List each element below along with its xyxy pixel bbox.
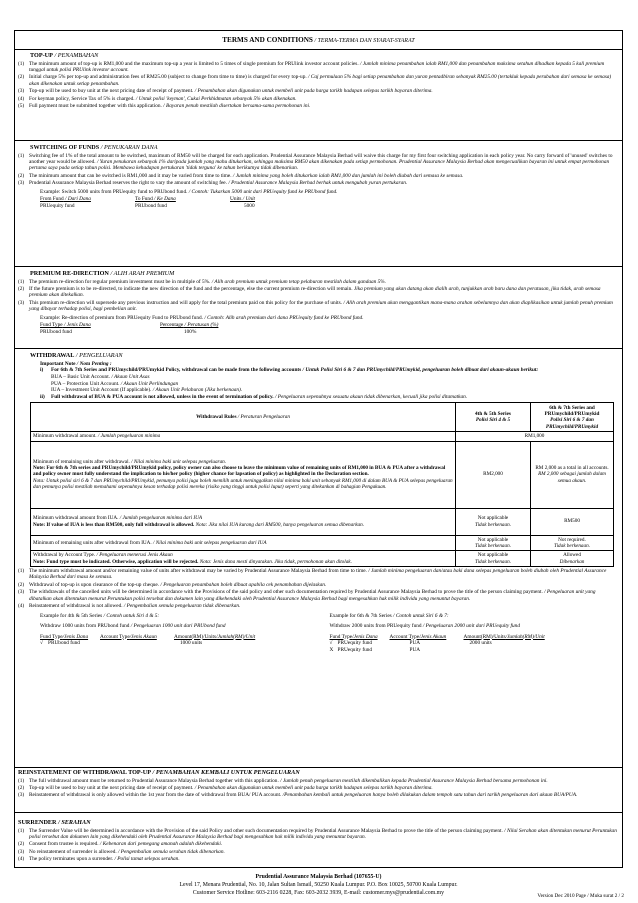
account-item: BUA – Basic Unit Account. / Akaun Unit Asas bbox=[51, 374, 150, 381]
item-number: (3) bbox=[18, 848, 25, 855]
list-item bbox=[18, 856, 619, 862]
terms-frame bbox=[14, 30, 623, 868]
table-header-row: Withdrawal Rules / Peraturan Pengeluaran 4th & 5th Series Polisi Siri 4 & 5 6th & 7th Series and PRUmychild/PRUmykid Polisi Siri 6 & 7 dan PRUmychild/PRUmykid bbox=[31, 403, 614, 432]
item-text: If the future premium is to be re-directed, to indicate the new direction of the fund and the percentage, else the current premium re-direction will remain. bbox=[29, 286, 353, 293]
page-title: TERMS AND CONDITIONS / TERMA-TERMA DAN SYARAT-SYARAT bbox=[15, 31, 622, 50]
item-number: (1) bbox=[18, 152, 25, 159]
item-text-ms: / Caj permulaan 5% bagi setiap penambahan dan yuran pentadbiran sebanyak RM25.00 (tertakluk kepada perubahan dari semasa ke semasa) akan dikenakan untuk setiap penambahan. bbox=[29, 74, 612, 87]
item-text: This premium re-direction will supersede any previous instruction and will apply for the total premium paid on this policy for the purchase of units. bbox=[29, 299, 343, 306]
list-item bbox=[18, 96, 619, 102]
item-number: (2) bbox=[18, 74, 25, 81]
company-contact: Customer Service Hotline: 603-2116 0228, Fax: 603-2032 3939, E-mail: customer.mys@prudential.com.my bbox=[192, 889, 445, 896]
item-text-ms: / Pengembalian semula serahan tidak dibenarkan. bbox=[116, 848, 225, 855]
withdrawal-examples bbox=[40, 613, 619, 653]
table-row: Minimum of remaining units after withdrawal. / Nilai minima baki unit selepas pengeluaran. Note: For 6th & 7th series and PRUmychild/PRUmykid policy, policy owner can also choose to leave the minimum value of remaining units of RM1,000 in BUA & PUA after a withdrawal and policy owner must fully understand the implication to his/her policy (higher chance for lapsation of policy) as highlighted in the Declaration section. Nota: Untuk polisi siri 6 & 7 dan PRUmychild/PRUmykid, pemunya polisi juga boleh memilih untuk meninggalkan nilai minima baki unit sebanyak RM1,000 di dalam BUA & PUA selepas pengeluaran dan pemunya polisi mestilah memahami sepenuhnya kesan terhadap polisi mereka (risiko yang tinggi untuk polisi luput) seperti yang ditekankan di bahagian Pengakuan. RM2,000 RM 2,000 as a total in all accounts. RM 2,000 sebagai jumlah dalam semua akaun. bbox=[31, 441, 614, 508]
section-heading: SWITCHING OF FUNDS / PENUKARAN DANA bbox=[30, 144, 158, 151]
item-number: (1) bbox=[18, 827, 25, 834]
item-text: The minimum withdrawal amount and/or remaining value of units after withdrawal may be varied by Prudential Assurance Malaysia Berhad from time to time. bbox=[29, 568, 367, 574]
switching-example-row: PRUequity fund PRUbond fund 5000 bbox=[40, 202, 255, 209]
important-note: Important Note / Nota Penting : i) For 6th & 7th Series and PRUmychild/PRUmykid Policy, withdrawal can be made from the following accounts / Untuk Polisi Siri 6 & 7 dan PRUmychild/PRUmykid, pengeluaran boleh dibuat dari akaun-akaun berikut: BUA – Basic Unit Account. / Akaun Unit Asas PUA – Protection Unit Account. / Akaun Unit Perlindungan IUA – Investment Unit Account (If applicable). / Akaun Unit Pelaburan (Jika berkenaan). ii) Full withdrawal of BUA & PUA account is not allowed, unless in the event of termination of policy. / Pengeluaran sepenuhnya sesuatu akaun tidak dibenarkan, kecuali jika polisi ditamatkan. bbox=[40, 361, 619, 401]
item-text-ms: / Alih arah premium untuk premium tetap pelaburan mestilah dalam gandaan 5%. bbox=[210, 278, 386, 285]
example-series-4-5: Example for 4th & 5th Series / Contoh untuk Siri 4 & 5: Withdraw 1000 units from PRUbond fund / Pengeluaran 1000 unit dari PRUbond fund Fund Type/Jenis Dana Account Type/Jenis Akaun Amount(RM)/Units/Jumlah(RM)/Unit √ PRUbond fund 1000 units bbox=[40, 613, 330, 653]
item-text: The minimum amount of top-up is RM1,000 and the maximum top-up a year is limited to 5 times of single premium for PRUlink investor account policies. bbox=[29, 60, 359, 67]
item-text: Consent from trustee is required. bbox=[29, 841, 99, 848]
item-text: For keyman policy, Service Tax of 5% is charged. bbox=[29, 95, 135, 102]
item-text-ms: / Pengembalian semula pengeluaran tidak dibenarkan. bbox=[122, 603, 241, 610]
item-number: (1) bbox=[18, 60, 25, 67]
item-number: (2) bbox=[18, 785, 25, 792]
item-text: Withdrawal of top-up is upon clearance of the top-up cheque. bbox=[29, 581, 160, 588]
item-text-ms: / Pengeluaran unit yang dibatalkan akan ditentukan menurut Peruntukan polisi tersebut dan dokumen lain yang dikehendaki oleh Prudential Assurance Malaysia Berhad bagi mengesahkan hak milik individu yang menuntut bayaran. bbox=[29, 589, 596, 602]
section-redirection bbox=[15, 267, 622, 349]
item-text-ms: / Jumlah minima pengeluaran dan/atau baki dana selepas pengeluaran boleh diubah oleh Prudential Assurance Malaysia Berhad dari masa ke semasa. bbox=[29, 568, 607, 581]
surrender-list bbox=[18, 828, 619, 863]
item-text-ms: / Kebenaran dari pemegang amanah adalah dikehendaki. bbox=[98, 841, 223, 848]
list-item bbox=[18, 153, 619, 172]
item-text: Prudential Assurance Malaysia Berhad reserves the right to vary the amount of switching fee. bbox=[29, 180, 227, 187]
item-text-ms: / Pengeluaran penambahan boleh dibuat apabila cek penambahan dijelaskan. bbox=[159, 581, 327, 588]
item-text-ms: / Bayaran penuh mestilah disertakan bersama-sama permohonan ini. bbox=[161, 103, 311, 110]
item-text-ms: / Jumlah minima yang boleh ditukarkan ialah RM1,000 dan jumlah ini boleh diubah dari semasa ke semasa. bbox=[231, 172, 464, 179]
account-list bbox=[51, 374, 619, 393]
item-number: (2) bbox=[18, 581, 25, 588]
item-text-ms: / Polisi tamat selepas serahan. bbox=[113, 856, 180, 863]
list-item bbox=[18, 74, 619, 87]
list-item bbox=[18, 849, 619, 855]
item-text-ms: / Jumlah penuh pengeluaran mestilah dikembalikan kepada Prudential Assurance Malaysia Berhad bersama permohonan ini. bbox=[278, 777, 548, 784]
item-text-ms: / Untuk polisi 'keyman', Cukai Perkhidmatan sebanyak 5% akan dikenakan. bbox=[134, 95, 297, 102]
section-reinstatement bbox=[15, 767, 622, 813]
example-rows bbox=[330, 640, 620, 653]
topup-list bbox=[18, 61, 619, 110]
list-item bbox=[18, 568, 619, 581]
example-series-6-7: Example for 6th & 7th Series / Contoh untuk Siri 6 & 7: Withdraw 2000 units from PRUequity fund / Pengeluaran 2000 unit dari PRUequity fund Fund Type/Jenis Dana Account Type/Jenis Akaun Amount(RM)/Units/Jumlah(RM)/Unit √ PRUequity fund PUA 2000 units X PRUequity fund PUA bbox=[330, 613, 620, 653]
redirection-example-header: Fund Type / Jenis Dana Percentage / Peratusan (%) bbox=[40, 322, 219, 329]
table-row: Minimum withdrawal amount. / Jumlah pengeluaran minima RM1,000 bbox=[31, 432, 614, 441]
withdrawal-list bbox=[18, 568, 619, 610]
mark-icon: √ bbox=[329, 640, 333, 647]
list-item bbox=[18, 828, 619, 841]
section-heading: REINSTATEMENT OF WITHDRAWAL TOP-UP / PENAMBAHAN KEMBALI UNTUK PENGELUARAN bbox=[18, 769, 300, 776]
reinstatement-list bbox=[18, 778, 619, 799]
section-heading: PREMIUM RE-DIRECTION / ALIH ARAH PREMIUM bbox=[30, 270, 175, 277]
section-topup bbox=[15, 49, 622, 141]
item-number: (3) bbox=[18, 88, 25, 95]
list-item bbox=[18, 589, 619, 602]
example-row: √ PRUequity fund PUA 2000 units bbox=[329, 640, 492, 647]
item-number: (3) bbox=[18, 299, 25, 306]
list-item bbox=[18, 103, 619, 109]
list-item bbox=[18, 180, 619, 186]
item-number: (4) bbox=[18, 603, 25, 610]
switching-list bbox=[18, 153, 619, 187]
withdrawal-rules-table bbox=[30, 402, 614, 567]
list-item bbox=[18, 582, 619, 588]
item-text: The Surrender Value will be determined in accordance with the Provision of the said Policy and other such documentation required by Prudential Assurance Malaysia Berhad to prove the title of the person claiming payment. bbox=[29, 827, 503, 834]
item-text: The premium re-direction for regular premium investment must be in multiple of 5%. bbox=[29, 278, 211, 285]
item-text-ms: / Prudential Assurance Malaysia Berhad berhak untuk mengubah yuran pertukaran. bbox=[227, 180, 408, 187]
mark-icon: √ bbox=[40, 640, 43, 647]
item-text: No reinstatement of surrender is allowed. bbox=[29, 848, 117, 855]
item-text: Switching fee of 1% of the total amount to be switched, maximum of RM50 will be charged for each application. Prudential Assurance Malaysia Berhad will waive this charge for my first four switching application in each policy year. No carry forward of 'unused' switches to another year would be allowed. bbox=[29, 152, 613, 166]
list-item bbox=[18, 300, 619, 313]
item-number: (5) bbox=[18, 103, 25, 110]
item-number: (1) bbox=[18, 568, 25, 574]
table-row: Minimum of remaining units after withdrawal from IUA. / Nilai minima baki unit selepas pengeluaran dari IUA Not applicable Tidak berkenaan. Not required. Tidak berkenaan. bbox=[31, 535, 614, 551]
switching-example: Example: Switch 5000 units from PRUequity fund to PRUbond fund. / Contoh: Tukarkan 5000 unit dari PRUequity fund ke PRUbond fund. bbox=[40, 188, 338, 195]
switching-example-header: From Fund / Dari Dana To Fund / Ke Dana Units / Unit bbox=[40, 196, 256, 203]
section-heading: TOP-UP / PENAMBAHAN bbox=[30, 52, 99, 59]
item-number: (1) bbox=[18, 777, 25, 784]
item-text-ms: / Penambahan akan digunakan untuk membeli unit pada harga tarikh hadapan selepas tarikh bayaran diterima. bbox=[193, 785, 433, 792]
section-surrender bbox=[15, 815, 622, 868]
redirection-example-row: PRUbond fund 100% bbox=[40, 328, 197, 335]
item-number: (3) bbox=[18, 589, 25, 596]
redirection-example: Example: Re-direction of premium from PRUequity Fund to PRUbond fund. / Contoh: Alih arah premium dari dana PRUequity fund ke PRUbond fund. bbox=[40, 314, 364, 321]
item-text: Reinstatement of withdrawal is only allowed within the 1st year from the date of withdrawal from BUA/ PUA account. bbox=[29, 792, 282, 799]
list-item bbox=[18, 785, 619, 791]
list-item bbox=[18, 279, 619, 285]
item-text: Reinstatement of withdrawal is not allowed. bbox=[29, 603, 123, 610]
item-text-ms: /Penambahan kembali untuk pengeluaran hanya boleh dilakukan dalam tempoh satu tahun dari tarikh pengeluaran dari akaun BUA/PUA. bbox=[281, 792, 578, 799]
item-text: Full payment must be submitted together with this application. bbox=[29, 103, 162, 110]
table-row: Withdrawal by Account Type. / Pengeluaran menerusi Jenis Akaun Note: Fund type must be indicated. Otherwise, application will be rejected. Nota: Jenis dana mesti dinyatakan. Jika tidak, permohonan akan ditolak. Not applicable Tidak berkenaan. Allowed Dibenarkan bbox=[31, 551, 614, 567]
item-text: The full withdrawal amount must be returned to Prudential Assurance Malaysia Berhad together with this application. bbox=[29, 777, 279, 784]
item-number: (4) bbox=[18, 856, 25, 863]
item-number: (3) bbox=[18, 792, 25, 799]
mark-icon: X bbox=[329, 646, 334, 653]
redirection-list bbox=[18, 279, 619, 313]
item-number: (4) bbox=[18, 95, 25, 102]
item-number: (1) bbox=[18, 278, 25, 285]
item-text: Top-up will be used to buy unit at the next pricing date of receipt of payment. bbox=[29, 88, 194, 95]
item-number: (2) bbox=[18, 172, 25, 179]
account-item: IUA – Investment Unit Account (If applicable). / Akaun Unit Pelaburan (Jika berkenaan). bbox=[51, 387, 243, 394]
item-text-ms: / Yuran penukaran sebanyak 1% daripada jumlah yang mahu ditukarkan, sehingga maksima RM50 akan dikenakan pada setiap permohonan. Prudential Assurance Malaysia Berhad akan mengecualikan bayaran ini untuk empat permohonan pertama saya pada setiap tahun polisi. Membawa kehadapan pertukaran 'tidak terguna' ke tahun berikutnya tidak dibenarkan. bbox=[29, 159, 610, 172]
list-item bbox=[18, 286, 619, 299]
example-rows bbox=[40, 640, 330, 646]
footer bbox=[14, 874, 623, 897]
item-text: Top-up will be used to buy unit at the next pricing date of receipt of payment. bbox=[29, 785, 194, 792]
section-heading: WITHDRAWAL / PENGELUARAN bbox=[30, 352, 123, 359]
item-text: The policy terminates upon a surrender. bbox=[29, 856, 114, 863]
table-row: Minimum withdrawal amount from IUA. / Jumlah pengeluaran minima dari IUA Note: If value of IUA is less than RM500, only full withdrawal is allowed. Nota: Jika nilai IUA kurang dari RM500, hanya pengeluaran semua dibenarkan. Not applicable Tidak berkenaan. RM500 bbox=[31, 508, 614, 535]
item-text: The withdrawals of the cancelled units will be determined in accordance with the Provisions of the said policy and other such documentation required by Prudential Assurance Malaysia Berhad to prove the title of the person claiming payment. bbox=[29, 589, 543, 596]
section-heading: SURRENDER / SERAHAN bbox=[18, 819, 91, 826]
item-text: Initial charge 5% per top-up and administration fees of RM25.00 (subject to change from time to time) is charged for every top-up. bbox=[29, 74, 307, 81]
example-row: X PRUequity fund PUA bbox=[329, 646, 421, 653]
example-row: √ PRUbond fund 1000 units bbox=[40, 640, 203, 647]
item-number: (2) bbox=[18, 841, 25, 848]
item-text-ms: / Jumlah minima penambahan ialah RM1,000 dan penambahan maksima setahun dihadkan kepada 5 kali premium tunggal untuk polisi PRUlink investor account. bbox=[29, 60, 605, 74]
item-text: The minimum amount that can be switched is RM1,000 and it may be varied from time to time. bbox=[29, 172, 232, 179]
item-number: (2) bbox=[18, 286, 25, 293]
version-label: Version Dec 2010 Page / Muka surat 2 / 2 bbox=[537, 893, 624, 899]
list-item bbox=[18, 603, 619, 609]
item-text-ms: / Alih arah premium akan menggantikan mana-mana arahan sebelumnya dan akan diaplikasikan untuk jumlah penuh premium yang dibayar terhadap polisi, bagi pembelian unit. bbox=[29, 299, 613, 313]
account-item: PUA – Protection Unit Account. / Akaun Unit Perlindungan bbox=[51, 380, 179, 387]
company-name: Prudential Assurance Malaysia Berhad (107655-U) bbox=[255, 874, 382, 880]
list-item bbox=[18, 61, 619, 74]
list-item bbox=[18, 778, 619, 784]
item-text-ms: / Nilai Serahan akan ditentukan menurut Peruntukan polisi tersebut dan dokumen lain yang dikehendaki oleh Prudential Assurance Malaysia Berhad bagi mengesahkan hak milik individu yang menuntut bayaran. bbox=[29, 827, 617, 841]
list-item bbox=[18, 841, 619, 847]
list-item bbox=[18, 173, 619, 179]
section-withdrawal bbox=[15, 349, 622, 767]
item-text-ms: / Penambahan akan digunakan untuk membeli unit pada harga tarikh hadapan selepas tarikh bayaran diterima. bbox=[193, 88, 433, 95]
item-text-ms: Jika premium yang akan datang akan dialih arah, tunjukkan arah baru dana dan peratusan, jika tidak, arah semasa premium akan ditekalkan. bbox=[29, 286, 601, 299]
section-switching bbox=[15, 141, 622, 267]
company-address: Level 17, Menara Prudential, No. 10, Jalan Sultan Ismail, 50250 Kuala Lumpur. P.O. Box 10025, 50700 Kuala Lumpur. bbox=[179, 881, 458, 888]
list-item bbox=[18, 792, 619, 798]
list-item bbox=[18, 88, 619, 94]
item-number: (3) bbox=[18, 180, 25, 187]
